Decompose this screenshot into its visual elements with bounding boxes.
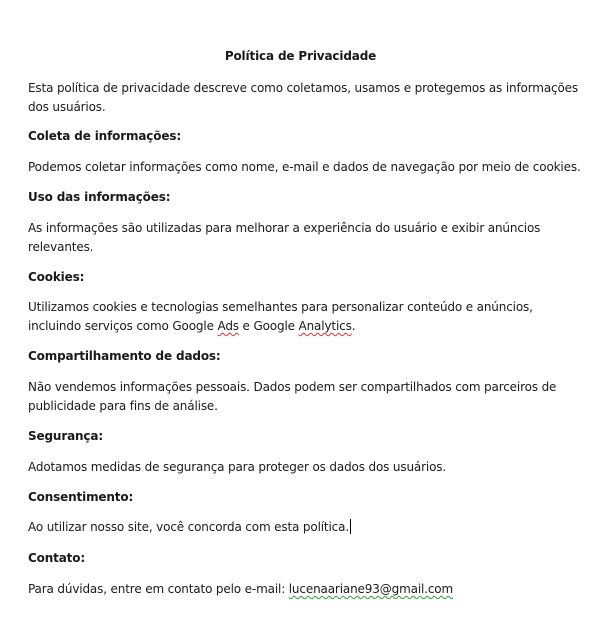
cookies-line-1: Utilizamos cookies e tecnologias semelhantes para personalizar conteúdo e anúncios,	[28, 300, 533, 314]
contato-line-1	[28, 580, 453, 599]
consentimento-text: Ao utilizar nosso site, você concorda com esta política.	[28, 520, 349, 534]
document-title: Política de Privacidade	[224, 49, 377, 63]
contact-email-link[interactable]: lucenaariane93@gmail.com	[288, 582, 454, 596]
cookies-line-2-prefix: incluindo serviços como Google	[28, 319, 218, 333]
cookies-line-2-middle: e Google	[238, 319, 299, 333]
compartilhamento-line-2: publicidade para fins de análise.	[28, 399, 218, 413]
contato-prefix: Para dúvidas, entre em contato pelo e-mail:	[28, 582, 289, 596]
heading-consentimento: Consentimento:	[28, 490, 134, 504]
compartilhamento-line-1: Não vendemos informações pessoais. Dados podem ser compartilhados com parceiros de	[28, 380, 557, 394]
heading-cookies: Cookies:	[28, 270, 85, 284]
heading-contato: Contato:	[28, 551, 86, 565]
uso-line-1: As informações são utilizadas para melhorar a experiência do usuário e exibir anúncios	[28, 221, 541, 235]
consentimento-line-1[interactable]	[28, 518, 351, 537]
cookies-line-2	[28, 317, 355, 336]
intro-line-2: dos usuários.	[28, 100, 106, 114]
analytics-word: Analytics	[298, 319, 352, 333]
heading-seguranca: Segurança:	[28, 429, 103, 443]
heading-compartilhamento: Compartilhamento de dados:	[28, 349, 221, 363]
uso-line-2: relevantes.	[28, 240, 94, 254]
text-cursor	[350, 519, 351, 534]
heading-coleta: Coleta de informações:	[28, 129, 181, 143]
heading-uso: Uso das informações:	[28, 190, 171, 204]
cookies-line-2-suffix: .	[351, 319, 356, 333]
coleta-line-1: Podemos coletar informações como nome, e-mail e dados de navegação por meio de cookies.	[28, 160, 581, 174]
ads-word: Ads	[217, 319, 239, 333]
intro-line-1: Esta política de privacidade descreve como coletamos, usamos e protegemos as informações	[28, 81, 579, 95]
seguranca-line-1: Adotamos medidas de segurança para proteger os dados dos usuários.	[28, 460, 447, 474]
